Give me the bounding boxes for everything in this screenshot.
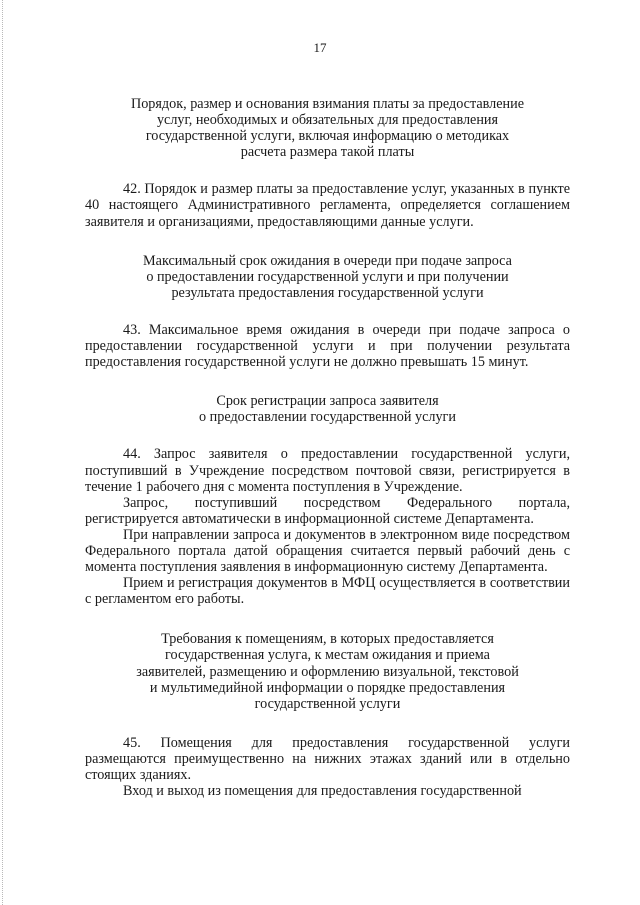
paragraph-44-electronic: При направлении запроса и документов в электронном виде посредством Федерального портала датой обращения считается первый рабочий день с момента поступления заявления в информационную систему Департамента. [85, 526, 570, 576]
section-heading-premises [85, 631, 570, 711]
heading-line: результата предоставления государственной услуги [171, 284, 484, 301]
scan-edge [2, 0, 4, 905]
heading-line: государственной услуги [254, 695, 401, 712]
paragraph-43: 43. Максимальное время ожидания в очереди при подаче запроса о предоставлении государственной услуги и при получении результата предоставления государственной услуги не должно превышать 15 минут. [85, 321, 570, 371]
heading-line: услуг, необходимых и обязательных для предоставления [156, 112, 499, 129]
heading-line: и мультимедийной информации о порядке предоставления [149, 679, 506, 696]
page-number: 17 [313, 40, 327, 55]
heading-line: государственной услуги, включая информацию о методиках [145, 128, 510, 145]
heading-line: государственная услуга, к местам ожидания и приема [165, 647, 490, 664]
heading-line: заявителей, размещению и оформлению визуальной, текстовой [136, 663, 519, 680]
heading-line: Срок регистрации запроса заявителя [216, 393, 439, 410]
paragraph-44-portal: Запрос, поступивший посредством Федерального портала, регистрируется автоматически в информационной системе Департамента. [85, 494, 570, 527]
heading-line: о предоставлении государственной услуги и при получении [146, 268, 509, 285]
paragraph-44: 44. Запрос заявителя о предоставлении государственной услуги, поступивший в Учреждение посредством почтовой связи, регистрируется в течение 1 рабочего дня с момента поступления в Учреждение. [85, 446, 570, 495]
heading-line: Требования к помещениям, в которых предоставляется [161, 631, 494, 648]
paragraph-45-entrance: Вход и выход из помещения для предоставления государственной [123, 783, 522, 800]
paragraph-42: 42. Порядок и размер платы за предоставление услуг, указанных в пункте 40 настоящего Административного регламента, определяется соглашением заявителя и организациями, предоставляющими данные услуги. [85, 181, 570, 230]
section-heading-registration [85, 393, 570, 425]
heading-line: Порядок, размер и основания взимания платы за предоставление [130, 96, 525, 112]
document-body [85, 96, 570, 799]
heading-line: Максимальный срок ожидания в очереди при подаче запроса [143, 252, 512, 269]
heading-line: о предоставлении государственной услуги [199, 409, 456, 426]
heading-line: расчета размера такой платы [240, 144, 415, 161]
paragraph-44-mfc: Прием и регистрация документов в МФЦ осуществляется в соответствии с регламентом его работы. [85, 575, 570, 608]
section-heading-fees [85, 96, 570, 160]
section-heading-queue-time [85, 253, 570, 301]
paragraph-45: 45. Помещения для предоставления государственной услуги размещаются преимущественно на нижних этажах зданий или в отдельно стоящих зданиях. [85, 734, 570, 783]
